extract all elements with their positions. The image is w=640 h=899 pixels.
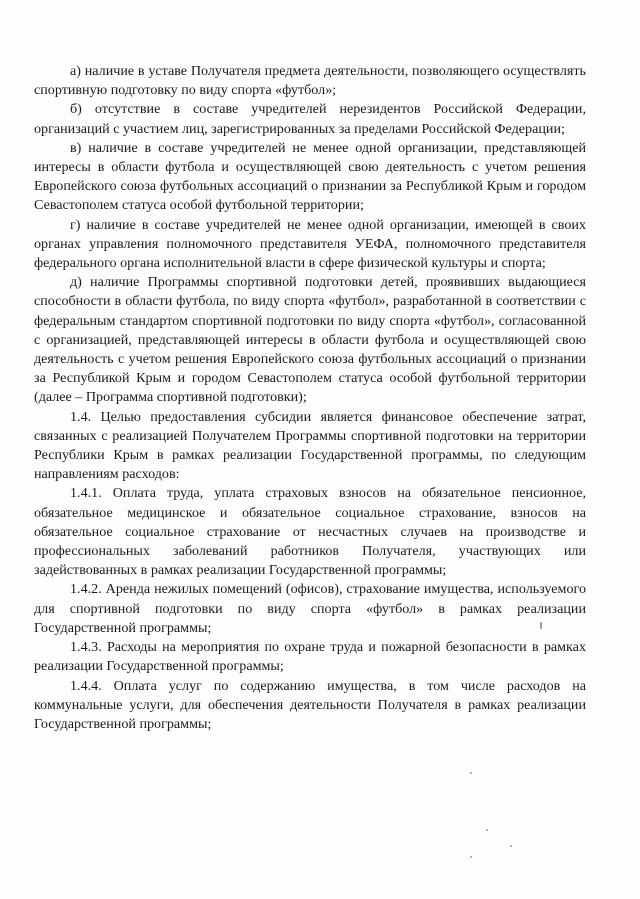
scan-speck xyxy=(470,772,472,774)
paragraph-1-4-3: 1.4.3. Расходы на мероприятия по охране труда и пожарной безопасности в рамках реализации Государственной программы; xyxy=(34,639,586,675)
document-body xyxy=(34,62,586,734)
paragraph-1-4-4: 1.4.4. Оплата услуг по содержанию имущества, в том числе расходов на коммунальные услуги, для обеспечения деятельности Получателя в рамках реализации Государственной программы; xyxy=(34,677,586,732)
paragraph-1-4-1: 1.4.1. Оплата труда, уплата страховых взносов на обязательное пенсионное, обязательное медицинское и обязательное социальное страхование, взносов на обязательное социальное страхование от несчастных случаев на производстве и профессиональных заболеваний работников Получателя, участвующих или задействованных в рамках реализации Государственной программы; xyxy=(34,485,586,579)
paragraph-1-4: 1.4. Целью предоставления субсидии является финансовое обеспечение затрат, связанных с реализацией Получателем Программы спортивной подготовки на территории Республики Крым в рамках реализации Государственной программы, по следующим направлениям расходов: xyxy=(34,408,586,483)
paragraph-v: в) наличие в составе учредителей не менее одной организации, представляющей интересы в области футбола и осуществляющей свою деятельность с учетом решения Европейского союза футбольных ассоциаций о признании за Республикой Крым и городом Севастополем статуса особой футбольной территории; xyxy=(34,139,586,214)
scan-speck xyxy=(470,856,472,858)
scan-speck xyxy=(486,829,488,831)
paragraph-1-4-2: 1.4.2. Аренда нежилых помещений (офисов), страхование имущества, используемого для спортивной подготовки по виду спорта «футбол» в рамках реализации Государственной программы; xyxy=(34,581,586,636)
scan-speck xyxy=(540,622,542,629)
paragraph-a: а) наличие в уставе Получателя предмета деятельности, позволяющего осуществлять спортивную подготовку по виду спорта «футбол»; xyxy=(34,63,586,99)
paragraph-b: б) отсутствие в составе учредителей нерезидентов Российской Федерации, организаций с участием лиц, зарегистрированных за пределами Российской Федерации; xyxy=(34,101,586,137)
paragraph-d: д) наличие Программы спортивной подготовки детей, проявивших выдающиеся способности в области футбола, по виду спорта «футбол», разработанной в соответствии с федеральным стандартом спортивной подготовки по виду спорта «футбол», согласованной с организацией, представляющей интересы в области футбола и осуществляющей свою деятельность с учетом решения Европейского союза футбольных ассоциаций о признании за Республикой Крым и городом Севастополем статуса особой футбольной территории (далее – Программа спортивной подготовки); xyxy=(34,274,586,406)
scan-speck xyxy=(510,845,512,847)
paragraph-g: г) наличие в составе учредителей не менее одной организации, имеющей в своих органах управления полномочного представителя УЕФА, полномочного представителя федерального органа исполнительной власти в сфере физической культуры и спорта; xyxy=(34,216,586,272)
